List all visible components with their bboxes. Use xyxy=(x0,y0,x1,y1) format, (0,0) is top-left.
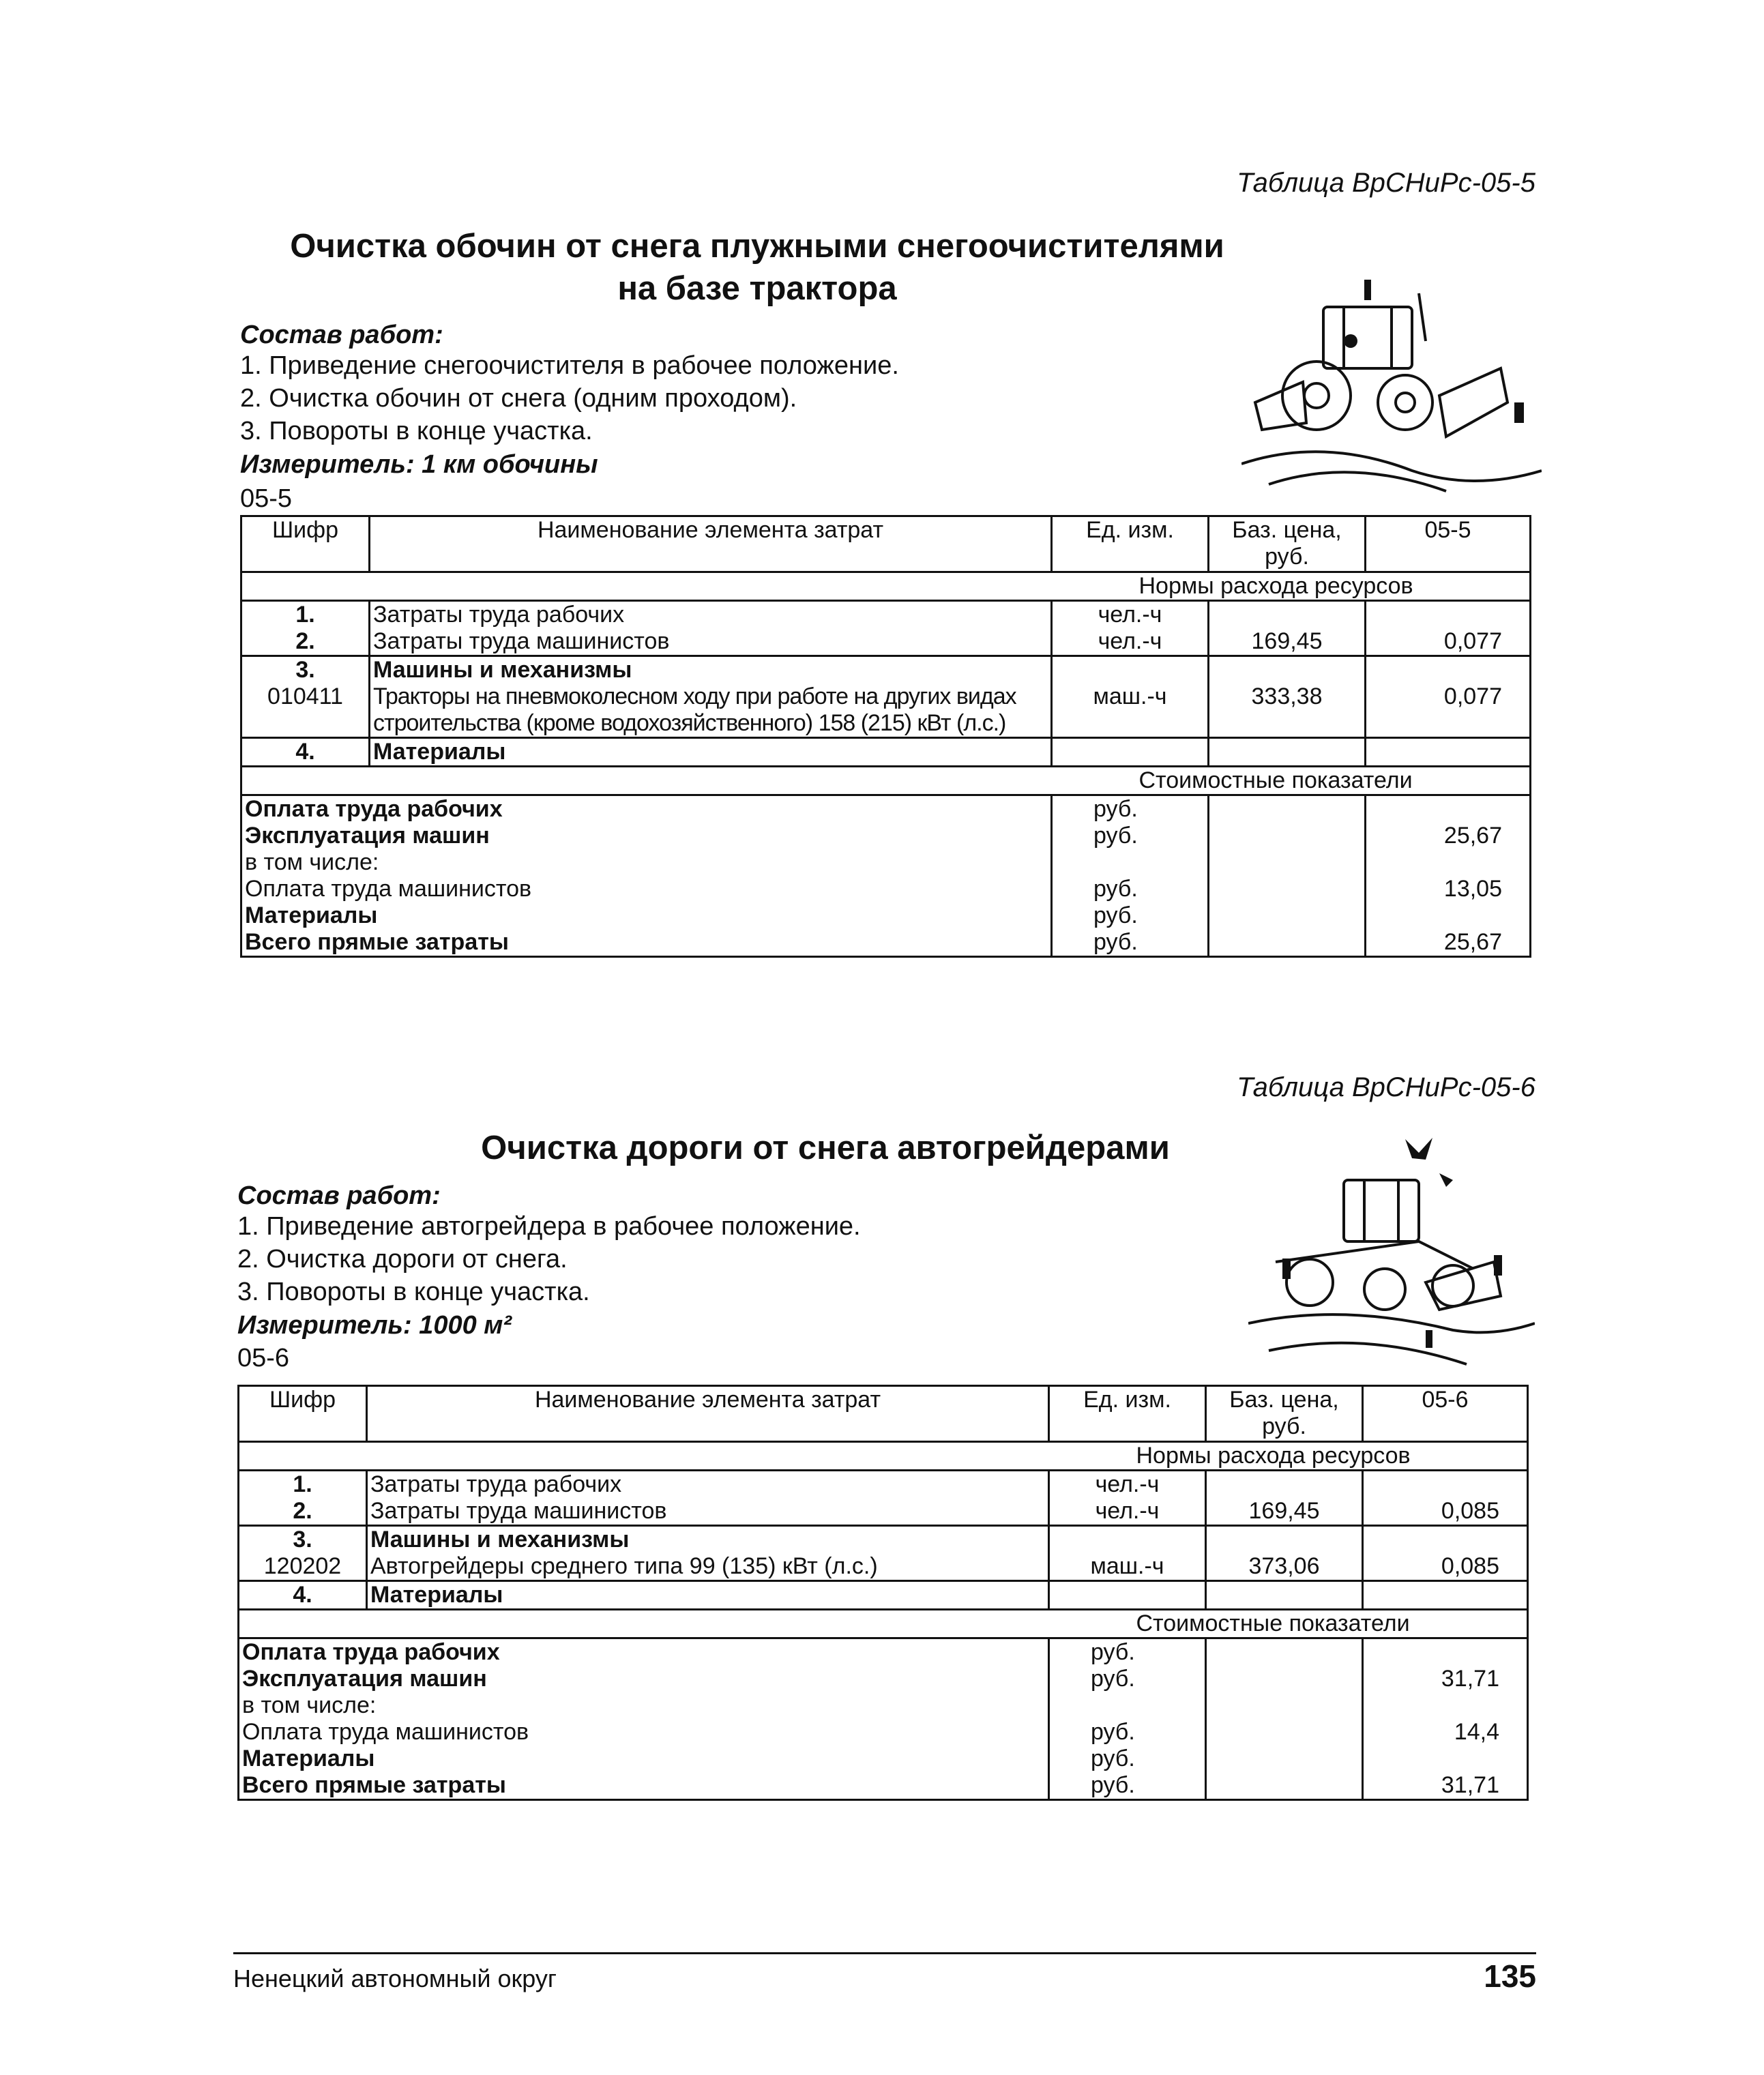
row-name: Машины и механизмы xyxy=(367,1526,1049,1554)
cost-unit: руб. xyxy=(1049,1638,1206,1666)
header-unit: Ед. изм. xyxy=(1049,1386,1206,1442)
row-price xyxy=(1206,1526,1363,1554)
cost-unit: руб. xyxy=(1049,1746,1206,1772)
section-row xyxy=(241,767,1531,795)
cost-name: Всего прямые затраты xyxy=(241,929,1052,957)
row-value: 0,077 xyxy=(1366,683,1531,738)
cost-row xyxy=(241,823,1531,849)
cost-header: Стоимостные показатели xyxy=(1052,767,1531,795)
resources-table-05-6 xyxy=(237,1385,1529,1801)
composition-label: Состав работ: xyxy=(237,1181,441,1210)
row-unit: чел.-ч xyxy=(1049,1498,1206,1526)
row-code: 1. xyxy=(241,601,370,629)
cost-name: Эксплуатация машин xyxy=(239,1666,1049,1692)
norms-header: Нормы расхода ресурсов xyxy=(1052,572,1531,601)
table-row xyxy=(239,1553,1528,1581)
table-row xyxy=(239,1471,1528,1499)
row-value: 0,085 xyxy=(1363,1498,1528,1526)
row-value xyxy=(1363,1581,1528,1610)
row-value: 0,085 xyxy=(1363,1553,1528,1581)
table-row xyxy=(241,601,1531,629)
cost-name: в том числе: xyxy=(239,1692,1049,1719)
header-code: Шифр xyxy=(241,516,370,572)
cost-unit xyxy=(1049,1692,1206,1719)
cost-row xyxy=(239,1746,1528,1772)
cost-unit: руб. xyxy=(1052,902,1209,929)
cost-value xyxy=(1366,849,1531,876)
work-item: 1. Приведение автогрейдера в рабочее положение. xyxy=(237,1212,861,1241)
row-name: Тракторы на пневмоколесном ходу при работе на других видах строительства (кроме водохозяйственного) 158 (215) кВт (л.с.) xyxy=(370,683,1052,738)
cost-row xyxy=(241,795,1531,823)
cost-name: Эксплуатация машин xyxy=(241,823,1052,849)
row-name: Затраты труда машинистов xyxy=(370,628,1052,656)
cost-value: 13,05 xyxy=(1366,876,1531,902)
title-line-2: на базе трактора xyxy=(617,270,897,307)
row-value xyxy=(1363,1471,1528,1499)
table-row xyxy=(239,1526,1528,1554)
row-code: 2. xyxy=(241,628,370,656)
table-row xyxy=(239,1498,1528,1526)
header-value: 05-6 xyxy=(1363,1386,1528,1442)
row-value xyxy=(1363,1526,1528,1554)
cost-name: Материалы xyxy=(241,902,1052,929)
row-unit: маш.-ч xyxy=(1052,683,1209,738)
row-value xyxy=(1366,656,1531,684)
table-row xyxy=(239,1581,1528,1610)
row-unit xyxy=(1049,1581,1206,1610)
row-unit xyxy=(1052,738,1209,767)
row-unit: маш.-ч xyxy=(1049,1553,1206,1581)
cost-row xyxy=(241,849,1531,876)
cost-value: 25,67 xyxy=(1366,929,1531,957)
section-row xyxy=(241,572,1531,601)
cost-header: Стоимостные показатели xyxy=(1049,1610,1528,1638)
row-price xyxy=(1206,1581,1363,1610)
cost-unit: руб. xyxy=(1052,929,1209,957)
work-item: 1. Приведение снегоочистителя в рабочее положение. xyxy=(240,351,899,380)
cost-unit: руб. xyxy=(1052,823,1209,849)
row-price xyxy=(1209,601,1366,629)
row-name: Автогрейдеры среднего типа 99 (135) кВт (л.с.) xyxy=(367,1553,1049,1581)
page-number: 135 xyxy=(1484,1958,1536,1994)
row-price xyxy=(1206,1471,1363,1499)
row-value xyxy=(1366,738,1531,767)
cost-row xyxy=(241,876,1531,902)
cost-value: 31,71 xyxy=(1363,1666,1528,1692)
tractor-snowplow-illustration xyxy=(1241,266,1542,498)
header-name: Наименование элемента затрат xyxy=(367,1386,1049,1442)
cost-unit: руб. xyxy=(1049,1719,1206,1746)
section-title-05-6: Очистка дороги от снега автогрейдерами xyxy=(481,1130,1170,1166)
row-name: Затраты труда рабочих xyxy=(367,1471,1049,1499)
row-name: Материалы xyxy=(367,1581,1049,1610)
row-unit: чел.-ч xyxy=(1052,601,1209,629)
row-code: 4. xyxy=(239,1581,367,1610)
cost-unit: руб. xyxy=(1049,1772,1206,1800)
row-code: 1. xyxy=(239,1471,367,1499)
row-unit xyxy=(1049,1526,1206,1554)
row-value xyxy=(1366,601,1531,629)
cost-row xyxy=(239,1719,1528,1746)
row-code: 120202 xyxy=(239,1553,367,1581)
row-code: 010411 xyxy=(241,683,370,738)
row-unit: чел.-ч xyxy=(1049,1471,1206,1499)
table-ref-05-5: Таблица ВрСНиРс-05-5 xyxy=(1237,168,1535,198)
cost-name: Оплата труда рабочих xyxy=(241,795,1052,823)
norms-header: Нормы расхода ресурсов xyxy=(1049,1442,1528,1471)
row-price: 373,06 xyxy=(1206,1553,1363,1581)
cost-row xyxy=(239,1666,1528,1692)
cost-unit: руб. xyxy=(1052,876,1209,902)
row-name: Затраты труда машинистов xyxy=(367,1498,1049,1526)
footer-region: Ненецкий автономный округ xyxy=(233,1964,557,1992)
row-price xyxy=(1209,656,1366,684)
cost-row xyxy=(241,929,1531,957)
table-ref-05-6: Таблица ВрСНиРс-05-6 xyxy=(1237,1072,1535,1102)
row-value: 0,077 xyxy=(1366,628,1531,656)
cost-name: Всего прямые затраты xyxy=(239,1772,1049,1800)
cost-name: Материалы xyxy=(239,1746,1049,1772)
cost-row xyxy=(239,1772,1528,1800)
cost-unit: руб. xyxy=(1049,1666,1206,1692)
cost-row xyxy=(239,1692,1528,1719)
row-price: 333,38 xyxy=(1209,683,1366,738)
work-item: 2. Очистка дороги от снега. xyxy=(237,1245,568,1274)
header-unit: Ед. изм. xyxy=(1052,516,1209,572)
cost-row xyxy=(241,902,1531,929)
works-list-05-6 xyxy=(237,1210,861,1308)
header-value: 05-5 xyxy=(1366,516,1531,572)
cost-value: 25,67 xyxy=(1366,823,1531,849)
cost-name: в том числе: xyxy=(241,849,1052,876)
table-row xyxy=(241,656,1531,684)
cost-unit: руб. xyxy=(1052,795,1209,823)
grader-snow-illustration xyxy=(1248,1125,1535,1371)
header-code: Шифр xyxy=(239,1386,367,1442)
cost-name: Оплата труда машинистов xyxy=(241,876,1052,902)
row-price: 169,45 xyxy=(1206,1498,1363,1526)
work-item: 2. Очистка обочин от снега (одним проходом). xyxy=(240,384,797,413)
cost-value: 31,71 xyxy=(1363,1772,1528,1800)
cost-name: Оплата труда машинистов xyxy=(239,1719,1049,1746)
header-price: Баз. цена, руб. xyxy=(1206,1386,1363,1442)
resources-table-05-5 xyxy=(240,515,1531,958)
row-price: 169,45 xyxy=(1209,628,1366,656)
header-name: Наименование элемента затрат xyxy=(370,516,1052,572)
cost-unit xyxy=(1052,849,1209,876)
cost-value xyxy=(1363,1692,1528,1719)
section-title-05-5 xyxy=(286,225,1228,310)
table-header-row xyxy=(241,516,1531,572)
work-item: 3. Повороты в конце участка. xyxy=(240,417,593,445)
header-price: Баз. цена, руб. xyxy=(1209,516,1366,572)
code-05-6: 05-6 xyxy=(237,1344,290,1372)
cost-value: 14,4 xyxy=(1363,1719,1528,1746)
row-unit xyxy=(1052,656,1209,684)
composition-label: Состав работ: xyxy=(240,321,443,349)
row-name: Затраты труда рабочих xyxy=(370,601,1052,629)
row-code: 2. xyxy=(239,1498,367,1526)
section-row xyxy=(239,1610,1528,1638)
row-code: 3. xyxy=(239,1526,367,1554)
row-name: Машины и механизмы xyxy=(370,656,1052,684)
table-row xyxy=(241,628,1531,656)
cost-value xyxy=(1363,1638,1528,1666)
table-row xyxy=(241,738,1531,767)
measure-05-6: Измеритель: 1000 м² xyxy=(237,1311,512,1340)
cost-value xyxy=(1363,1746,1528,1772)
row-name: Материалы xyxy=(370,738,1052,767)
section-row xyxy=(239,1442,1528,1471)
row-unit: чел.-ч xyxy=(1052,628,1209,656)
cost-row xyxy=(239,1638,1528,1666)
works-list-05-5 xyxy=(240,349,899,447)
cost-value xyxy=(1366,902,1531,929)
row-price xyxy=(1209,738,1366,767)
code-05-5: 05-5 xyxy=(240,484,293,513)
footer-divider xyxy=(233,1952,1536,1954)
row-code: 4. xyxy=(241,738,370,767)
row-code: 3. xyxy=(241,656,370,684)
cost-name: Оплата труда рабочих xyxy=(239,1638,1049,1666)
table-row xyxy=(241,683,1531,738)
measure-05-5: Измеритель: 1 км обочины xyxy=(240,450,598,479)
table-header-row xyxy=(239,1386,1528,1442)
work-item: 3. Повороты в конце участка. xyxy=(237,1278,590,1306)
title-line-1: Очистка обочин от снега плужными снегоочистителями xyxy=(290,228,1224,265)
cost-value xyxy=(1366,795,1531,823)
